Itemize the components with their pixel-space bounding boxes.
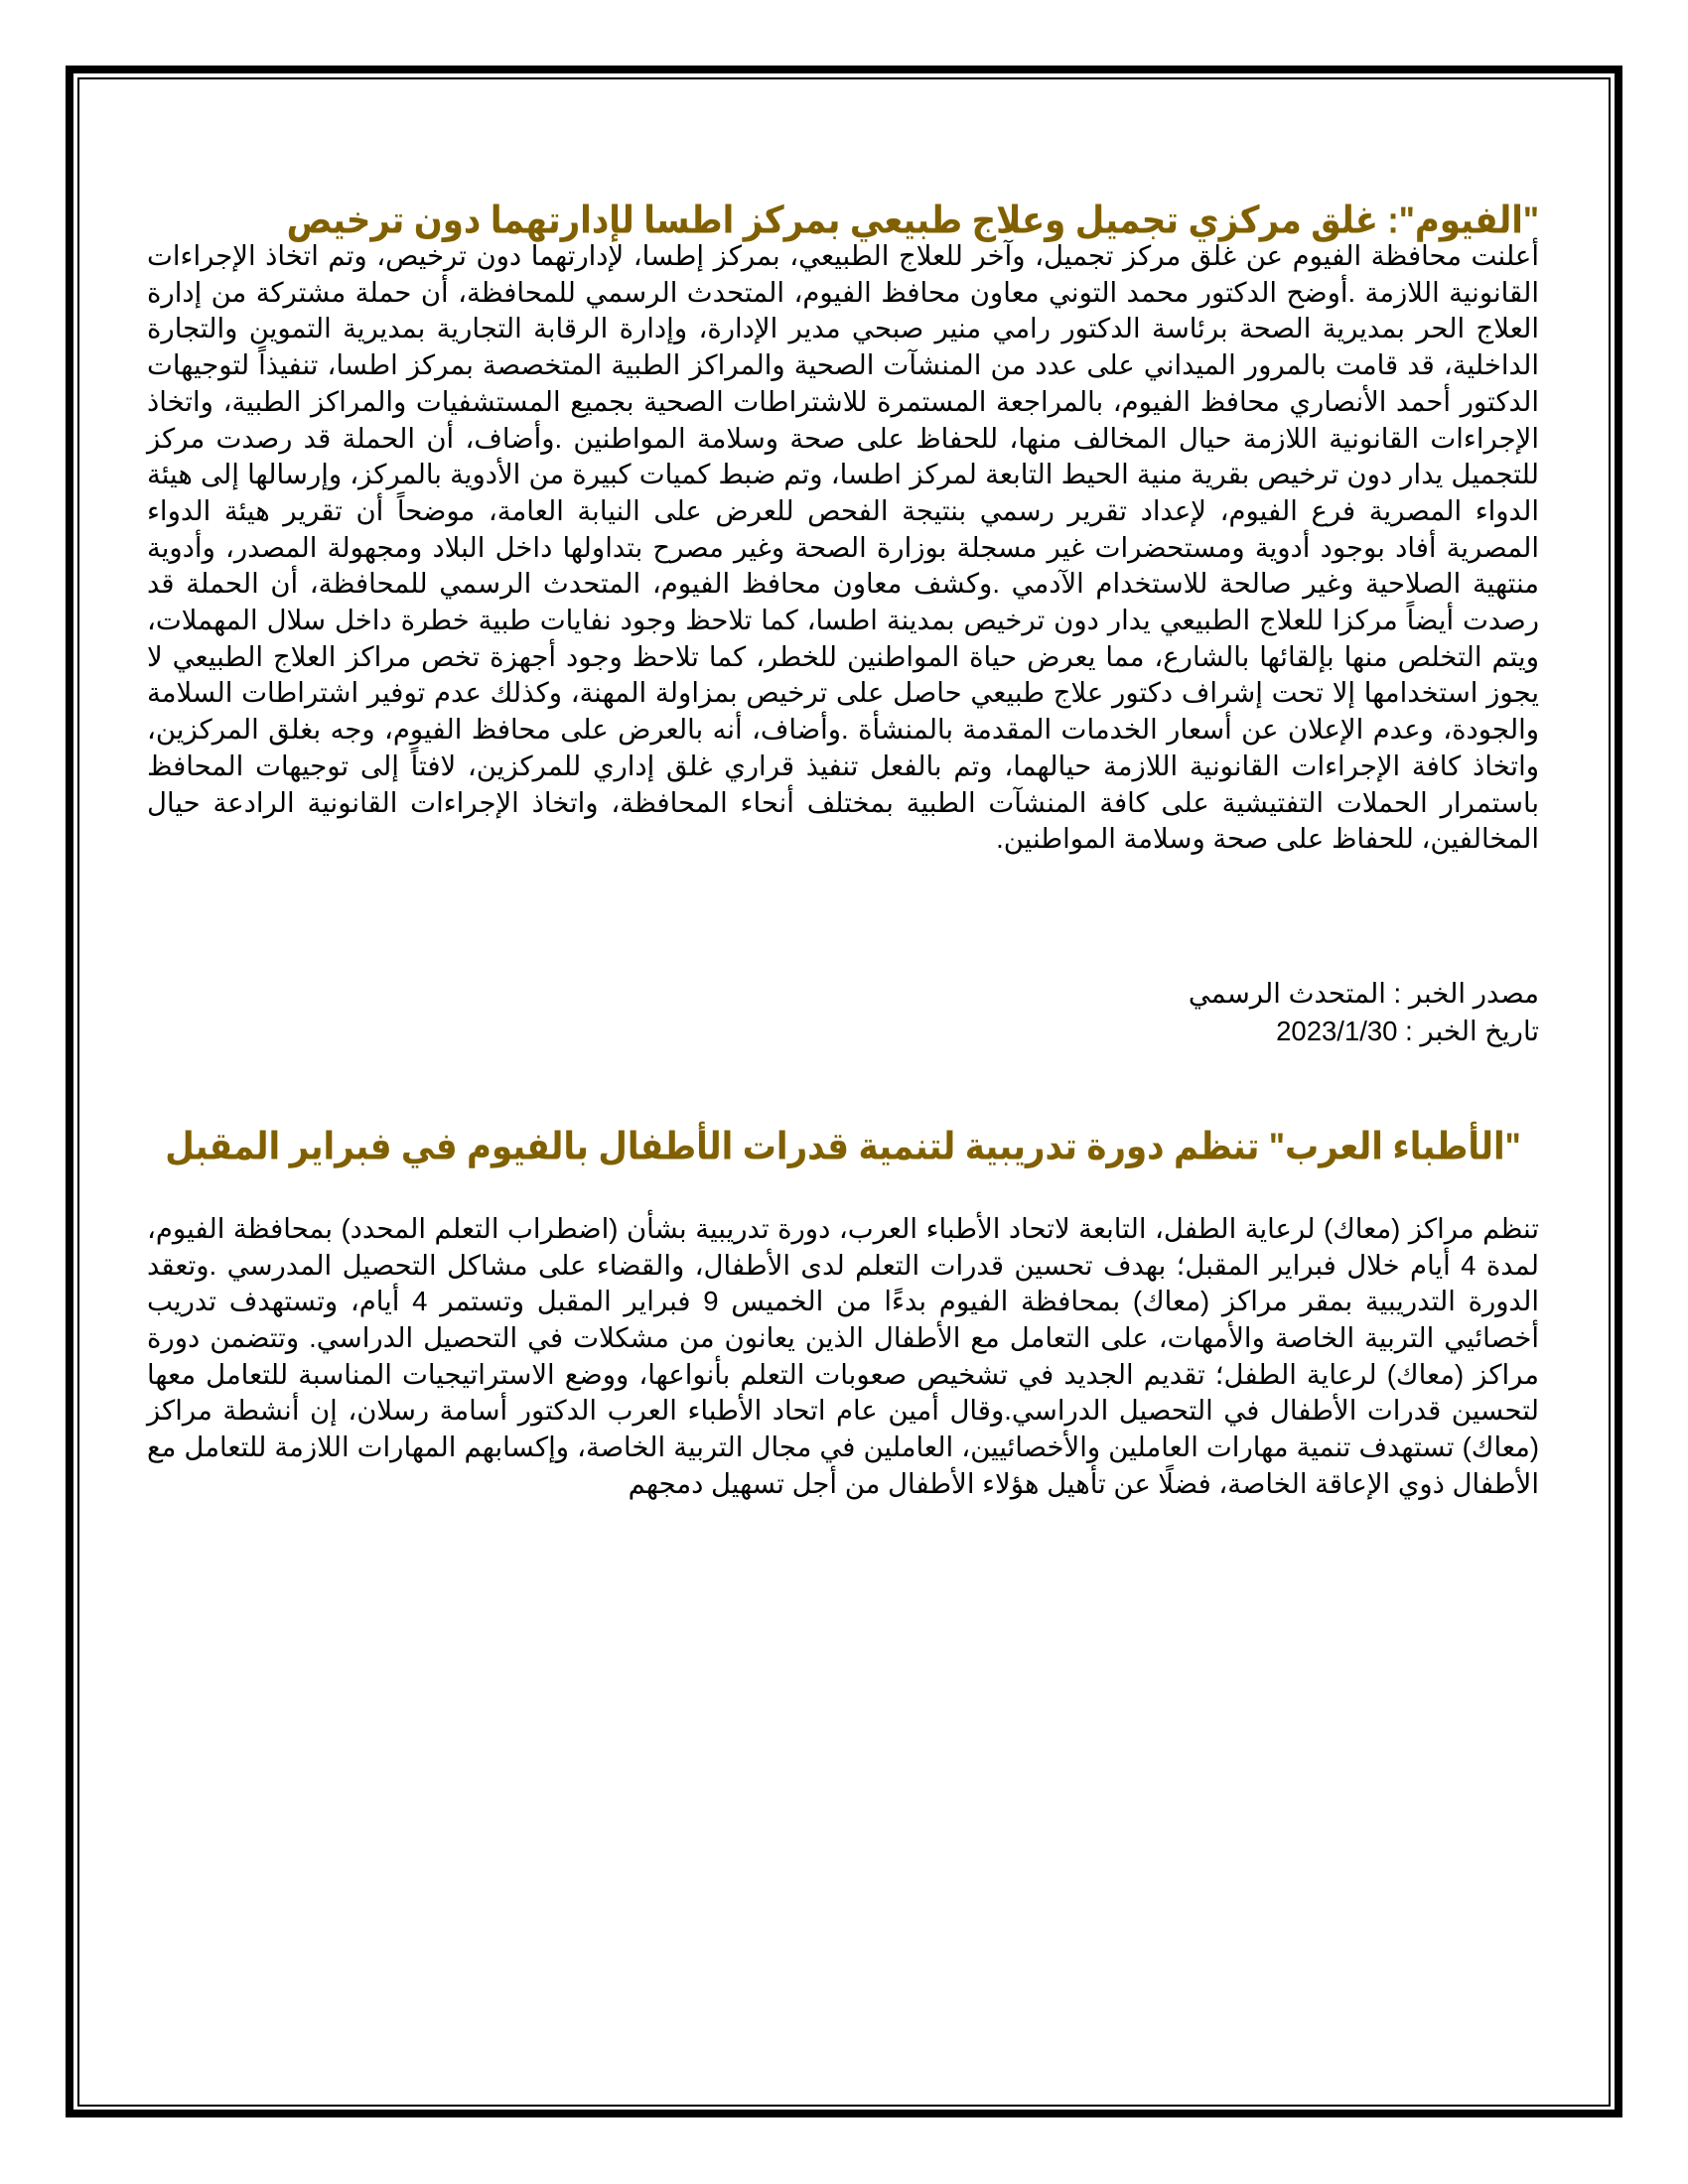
article-title: "الفيوم": غلق مركزي تجميل وعلاج طبيعي بمركز اطسا لإدارتهما دون ترخيص: [286, 200, 1539, 242]
news-article: [147, 199, 1539, 1050]
news-date-value: 2023/1/30: [1276, 1015, 1398, 1046]
news-article: [147, 1116, 1539, 1503]
document-content: [147, 199, 1539, 1503]
separator: :: [1397, 1015, 1421, 1046]
article-body: أعلنت محافظة الفيوم عن غلق مركز تجميل، وآخر للعلاج الطبيعي، بمركز إطسا، لإدارتهما دون ترخيص، وتم اتخاذ الإجراءات القانونية اللازمة .أوضح الدكتور محمد التوني معاون محافظ الفيوم، المتحدث الرسمي للمحافظة، أن حملة مشتركة من إدارة العلاج الحر بمديرية الصحة برئاسة الدكتور رامي منير صبحي مدير الإدارة، وإدارة الرقابة التجارية بمديرية التموين والتجارة الداخلية، قد قامت بالمرور الميداني على عدد من المنشآت الصحية والمراكز الطبية المتخصصة بمركز اطسا، تنفيذاً لتوجيهات الدكتور أحمد الأنصاري محافظ الفيوم، بالمراجعة المستمرة للاشتراطات الصحية بجميع المستشفيات والمراكز الطبية، واتخاذ الإجراءات القانونية اللازمة حيال المخالف منها، للحفاظ على صحة وسلامة المواطنين .وأضاف، أن الحملة قد رصدت مركز للتجميل يدار دون ترخيص بقرية منية الحيط التابعة لمركز اطسا، وتم ضبط كميات كبيرة من الأدوية بالمركز، وإرسالها إلى هيئة الدواء المصرية فرع الفيوم، لإعداد تقرير رسمي بنتيجة الفحص للعرض على النيابة العامة، موضحاً أن تقرير هيئة الدواء المصرية أفاد بوجود أدوية ومستحضرات غير مسجلة بوزارة الصحة وغير مصرح بتداولها داخل البلاد ومجهولة المصدر، وأدوية منتهية الصلاحية وغير صالحة للاستخدام الآدمي .وكشف معاون محافظ الفيوم، المتحدث الرسمي للمحافظة، أن الحملة قد رصدت أيضاً مركزا للعلاج الطبيعي يدار دون ترخيص بمدينة اطسا، كما تلاحظ وجود نفايات طبية خطرة داخل سلال المهملات، ويتم التخلص منها بإلقائها بالشارع، مما يعرض حياة المواطنين للخطر، كما تلاحظ وجود أجهزة تخص مراكز العلاج الطبيعي لا يجوز استخدامها إلا تحت إشراف دكتور علاج طبيعي حاصل على ترخيص بمزاولة المهنة، وكذلك عدم توفير اشتراطات السلامة والجودة، وعدم الإعلان عن أسعار الخدمات المقدمة بالمنشأة .وأضاف، أنه بالعرض على محافظ الفيوم، وجه بغلق المركزين، واتخاذ كافة الإجراءات القانونية اللازمة حيالهما، وتم بالفعل تنفيذ قراري غلق إداري للمركزين، لافتاً إلى توجيهات المحافظ باستمرار الحملات التفتيشية على كافة المنشآت الطبية بمختلف أنحاء المحافظة، واتخاذ الإجراءات القانونية الرادعة حيال المخالفين، للحفاظ على صحة وسلامة المواطنين.: [147, 240, 1539, 855]
news-source: [147, 975, 1539, 1013]
article-title: "الأطباء العرب" تنظم دورة تدريبية لتنمية قدرات الأطفال بالفيوم في فبراير المقبل: [165, 1126, 1521, 1168]
article-meta: [147, 975, 1539, 1050]
news-date: [147, 1013, 1539, 1050]
news-source-value: المتحدث الرسمي: [1188, 977, 1386, 1009]
news-source-label: مصدر الخبر: [1408, 977, 1539, 1009]
article-body: تنظم مراكز (معاك) لرعاية الطفل، التابعة لاتحاد الأطباء العرب، دورة تدريبية بشأن (اضطراب التعلم المحدد) بمحافظة الفيوم، لمدة 4 أيام خلال فبراير المقبل؛ بهدف تحسين قدرات التعلم لدى الأطفال، والقضاء على مشاكل التحصيل المدرسي .وتعقد الدورة التدريبية بمقر مراكز (معاك) بمحافظة الفيوم بدءًا من الخميس 9 فبراير المقبل وتستمر 4 أيام، وتستهدف تدريب أخصائيي التربية الخاصة والأمهات، على التعامل مع الأطفال الذين يعانون من مشكلات في التحصيل الدراسي. وتتضمن دورة مراكز (معاك) لرعاية الطفل؛ تقديم الجديد في تشخيص صعوبات التعلم بأنواعها، ووضع الاستراتيجيات المناسبة للتعامل معها لتحسين قدرات الأطفال في التحصيل الدراسي.وقال أمين عام اتحاد الأطباء العرب الدكتور أسامة رسلان، إن أنشطة مراكز (معاك) تستهدف تنمية مهارات العاملين والأخصائيين، العاملين في مجال التربية الخاصة، وإكسابهم المهارات اللازمة للتعامل مع الأطفال ذوي الإعاقة الخاصة، فضلًا عن تأهيل هؤلاء الأطفال من أجل تسهيل دمجهم: [147, 1212, 1540, 1499]
separator: :: [1385, 977, 1409, 1009]
news-date-label: تاريخ الخبر: [1420, 1015, 1539, 1046]
